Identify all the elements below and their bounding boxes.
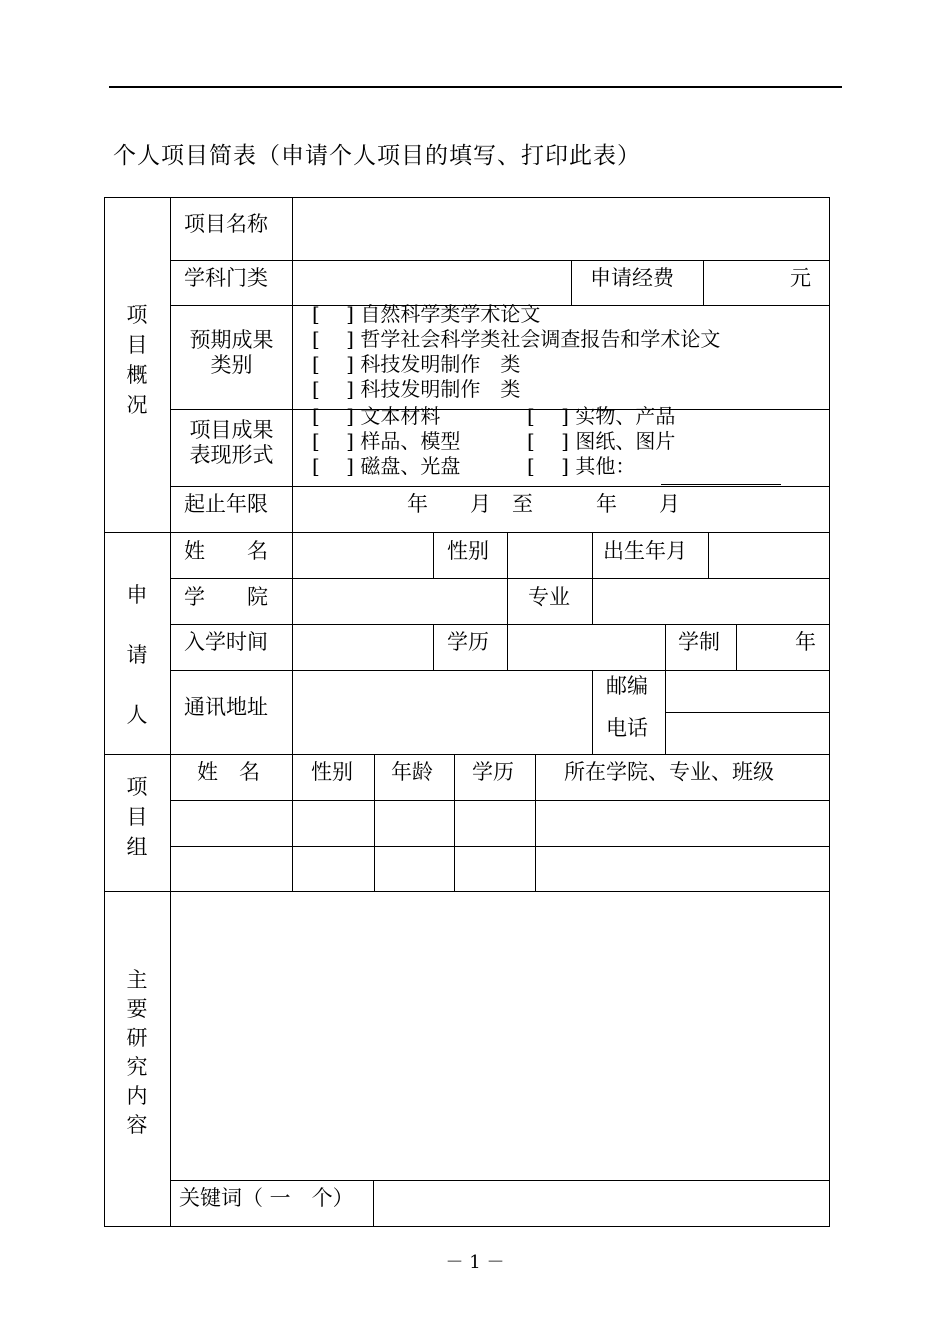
period-text: 年 月 至 年 月: [407, 492, 680, 516]
option-text-material[interactable]: [ ] 文本材料: [312, 404, 441, 428]
option-other[interactable]: [ ] 其他：: [527, 454, 636, 478]
applicant-address-label: 通讯地址: [184, 695, 268, 719]
applicant-duration-label: 学制: [678, 630, 720, 654]
funding-label: 申请经费: [590, 266, 674, 290]
header-rule: [109, 86, 842, 88]
option-drawing-picture[interactable]: [ ] 图纸、图片: [527, 429, 676, 453]
applicant-duration-unit: 年: [795, 630, 816, 654]
option-object-product[interactable]: [ ] 实物、产品: [527, 404, 676, 428]
applicant-enroll-label: 入学时间: [184, 630, 268, 654]
option-disk[interactable]: [ ] 磁盘、光盘: [312, 454, 461, 478]
option-invention-1[interactable]: [ ] 科技发明制作 类: [312, 352, 521, 376]
applicant-degree-label: 学历: [447, 630, 489, 654]
page-title: 个人项目简表（申请个人项目的填写、打印此表）: [113, 143, 641, 169]
result-form-label: 项目成果 表现形式: [189, 418, 274, 467]
page-number: － 1 －: [445, 1252, 505, 1273]
applicant-major-label: 专业: [528, 585, 570, 609]
group-header-degree: 学历: [472, 760, 514, 784]
keywords-label: 关键词（ 一 个）: [179, 1186, 354, 1210]
option-invention-2[interactable]: [ ] 科技发明制作 类: [312, 377, 521, 401]
group-header-gender: 性别: [311, 760, 353, 784]
period-label: 起止年限: [184, 492, 268, 516]
funding-unit: 元: [790, 266, 811, 290]
expected-result-label: 预期成果 类别: [189, 328, 274, 377]
applicant-zip-label: 邮编: [606, 674, 648, 698]
group-header-age: 年龄: [391, 760, 433, 784]
group-header-college: 所在学院、专业、班级: [564, 760, 774, 784]
applicant-birth-label: 出生年月: [603, 539, 687, 563]
option-natural-science-paper[interactable]: [ ] 自然科学类学术论文: [312, 302, 541, 326]
applicant-name-label: 姓 名: [184, 539, 268, 563]
applicant-gender-label: 性别: [447, 539, 489, 563]
applicant-college-label: 学 院: [184, 585, 268, 609]
discipline-label: 学科门类: [184, 266, 268, 290]
option-social-science-report[interactable]: [ ] 哲学社会科学类社会调查报告和学术论文: [312, 327, 721, 351]
section-label-overview: 项 目 概 况: [126, 303, 148, 417]
section-label-group: 项 目 组: [126, 775, 148, 859]
section-label-research: 主 要 研 究 内 容: [126, 968, 148, 1137]
applicant-phone-label: 电话: [606, 716, 648, 740]
project-name-label: 项目名称: [184, 212, 268, 236]
section-label-applicant: 申 请 人: [126, 583, 148, 727]
option-sample-model[interactable]: [ ] 样品、模型: [312, 429, 461, 453]
group-header-name: 姓 名: [197, 760, 260, 784]
